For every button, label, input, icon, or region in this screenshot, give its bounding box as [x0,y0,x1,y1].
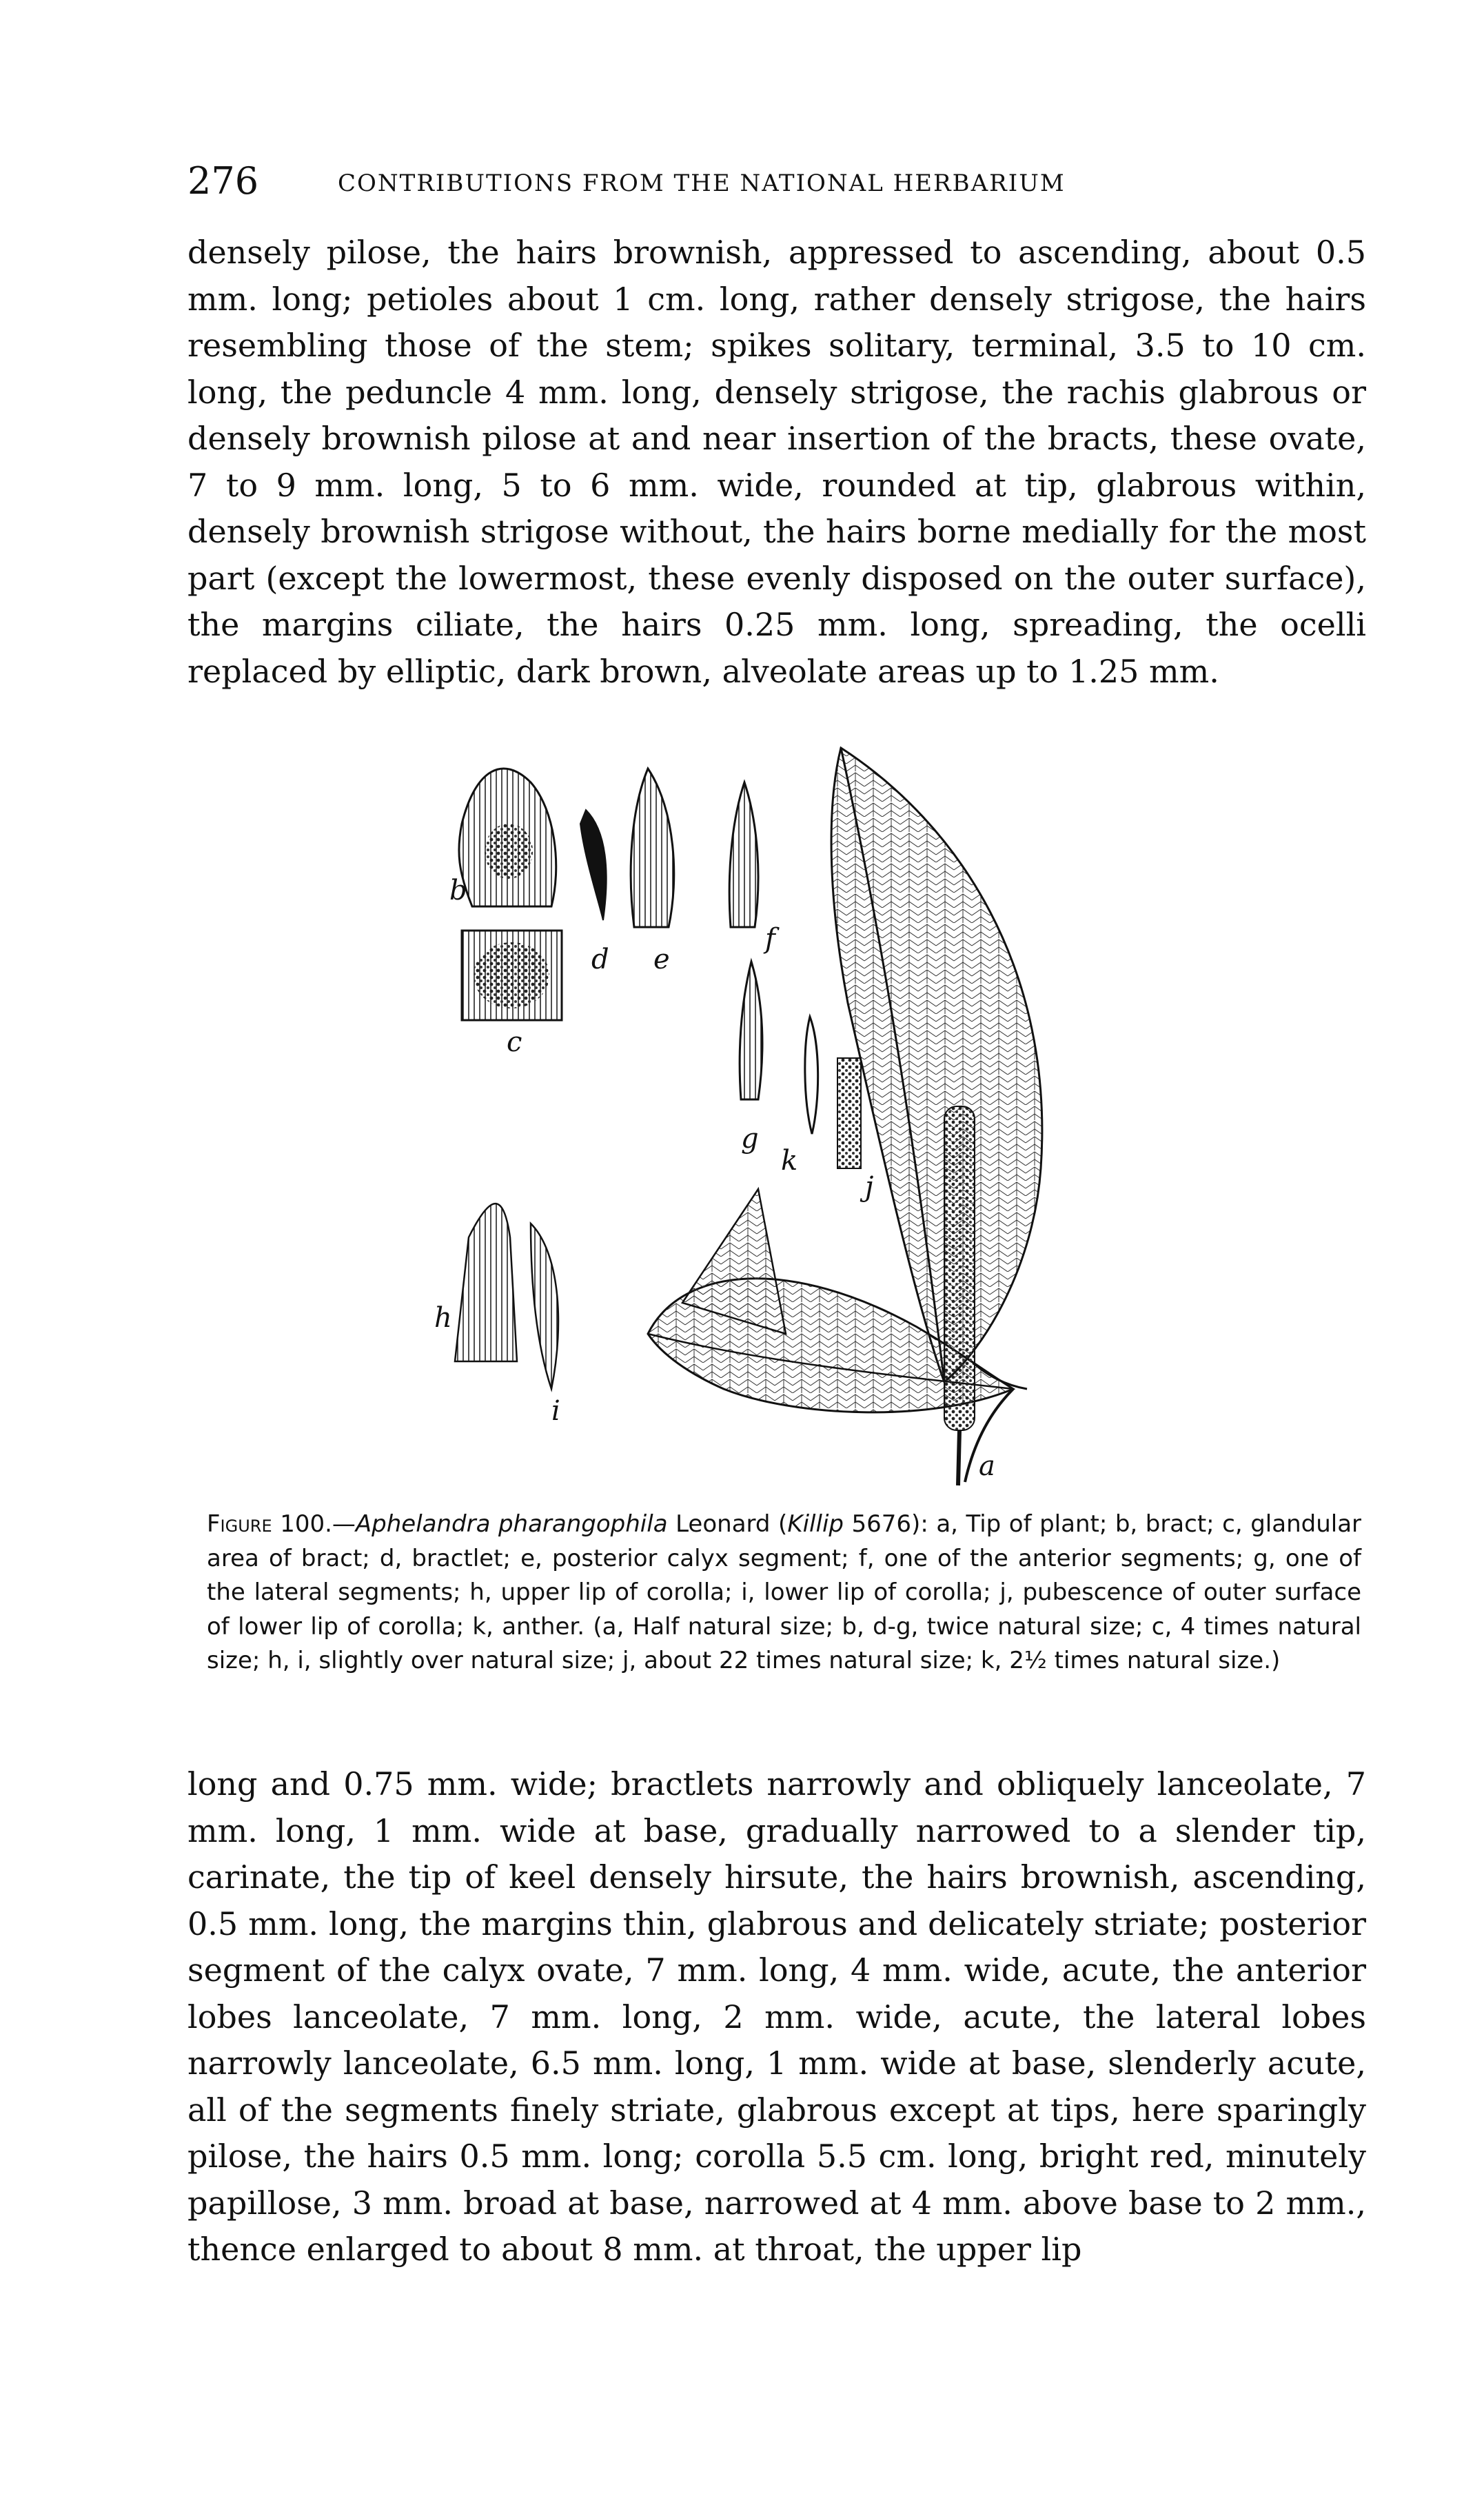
lower-lip-drawing [531,1224,558,1389]
body-paragraph-top: densely pilose, the hairs brownish, appressed to ascending, about 0.5 mm. long; petioles about 1 cm. long, rather densely strigose, the hairs resembling those of the stem; spikes solitary, terminal, 3.5 to 10 cm. long, the peduncle 4 mm. long, densely strigose, the rachis glabrous or densely brownish pilose at and near insertion of the bracts, these ovate, 7 to 9 mm. long, 5 to 6 mm. wide, rounded at tip, glabrous within, densely brownish strigose without, the hairs borne medially for the most part (except the lowermost, these evenly disposed on the outer surface), the margins ciliate, the hairs 0.25 mm. long, spreading, the ocelli replaced by elliptic, dark brown, alveolate areas up to 1.25 mm. [187,234,1366,690]
figure-label-k: k [781,1145,798,1177]
figure-label-h: h [434,1302,452,1334]
caption-collection-number: 5676): [843,1510,937,1538]
page-header [187,157,1359,205]
anther-drawing [805,1017,818,1134]
lateral-segment-drawing [740,962,762,1099]
caption-body: a, Tip of plant; b, bract; c, glandular area of bract; d, bractlet; e, posterior calyx segment; f, one of the anterior segments; g, one of the lateral segments; h, upper lip of corolla; i, lower lip of corolla; j, pubescence of outer surface of lower lip of corolla; k, anther. (a, Half natural size; b, d-g, twice natural size; c, 4 times natural size; h, i, slightly over natural size; j, about 22 times natural size; k, 2½ times natural size.) [207,1510,1362,1674]
figure-label-c: c [507,1026,522,1058]
caption-species: Aphelandra pharangophila [355,1510,668,1538]
caption-collector: Killip [787,1510,844,1538]
posterior-calyx-segment-drawing [631,769,674,927]
figure-illustration [434,741,1110,1492]
bract-gland-area [485,824,533,879]
anterior-segment-drawing [729,782,758,927]
caption-figure-word: Figure [207,1510,272,1538]
figure-label-a: a [979,1450,995,1482]
figure-label-j: j [865,1171,874,1203]
pubescence-drawing [837,1058,861,1168]
figure-label-g: g [741,1123,759,1155]
running-head: CONTRIBUTIONS FROM THE NATIONAL HERBARIUM [338,170,1066,197]
caption-author: Leonard ( [667,1510,788,1538]
figure-label-b: b [449,875,467,906]
figure-caption [207,1508,1361,1678]
page-number: 276 [187,159,259,203]
botanical-figure [434,741,1110,1492]
caption-figure-number: 100.— [280,1510,356,1538]
body-paragraph-bottom: long and 0.75 mm. wide; bractlets narrowly and obliquely lanceolate, 7 mm. long, 1 mm. wide at base, gradually narrowed to a slender tip, carinate, the tip of keel densely hirsute, the hairs brownish, ascending, 0.5 mm. long, the margins thin, glabrous and delicately striate; posterior segment of the calyx ovate, 7 mm. long, 4 mm. wide, acute, the anterior lobes lanceolate, 7 mm. long, 2 mm. wide, acute, the lateral lobes narrowly lanceolate, 6.5 mm. long, 1 mm. wide at base, slenderly acute, all of the segments finely striate, glabrous except at tips, here sparingly pilose, the hairs 0.5 mm. long; corolla 5.5 cm. long, bright red, minutely papillose, 3 mm. broad at base, narrowed at 4 mm. above base to 2 mm., thence enlarged to about 8 mm. at throat, the upper lip [187,1765,1366,2268]
figure-label-i: i [551,1395,560,1427]
figure-label-f: f [765,923,775,955]
figure-label-e: e [653,944,670,975]
upper-lip-drawing [455,1204,517,1361]
glandular-area-dots [474,942,549,1008]
figure-label-d: d [591,944,609,975]
bractlet-drawing [580,810,607,920]
